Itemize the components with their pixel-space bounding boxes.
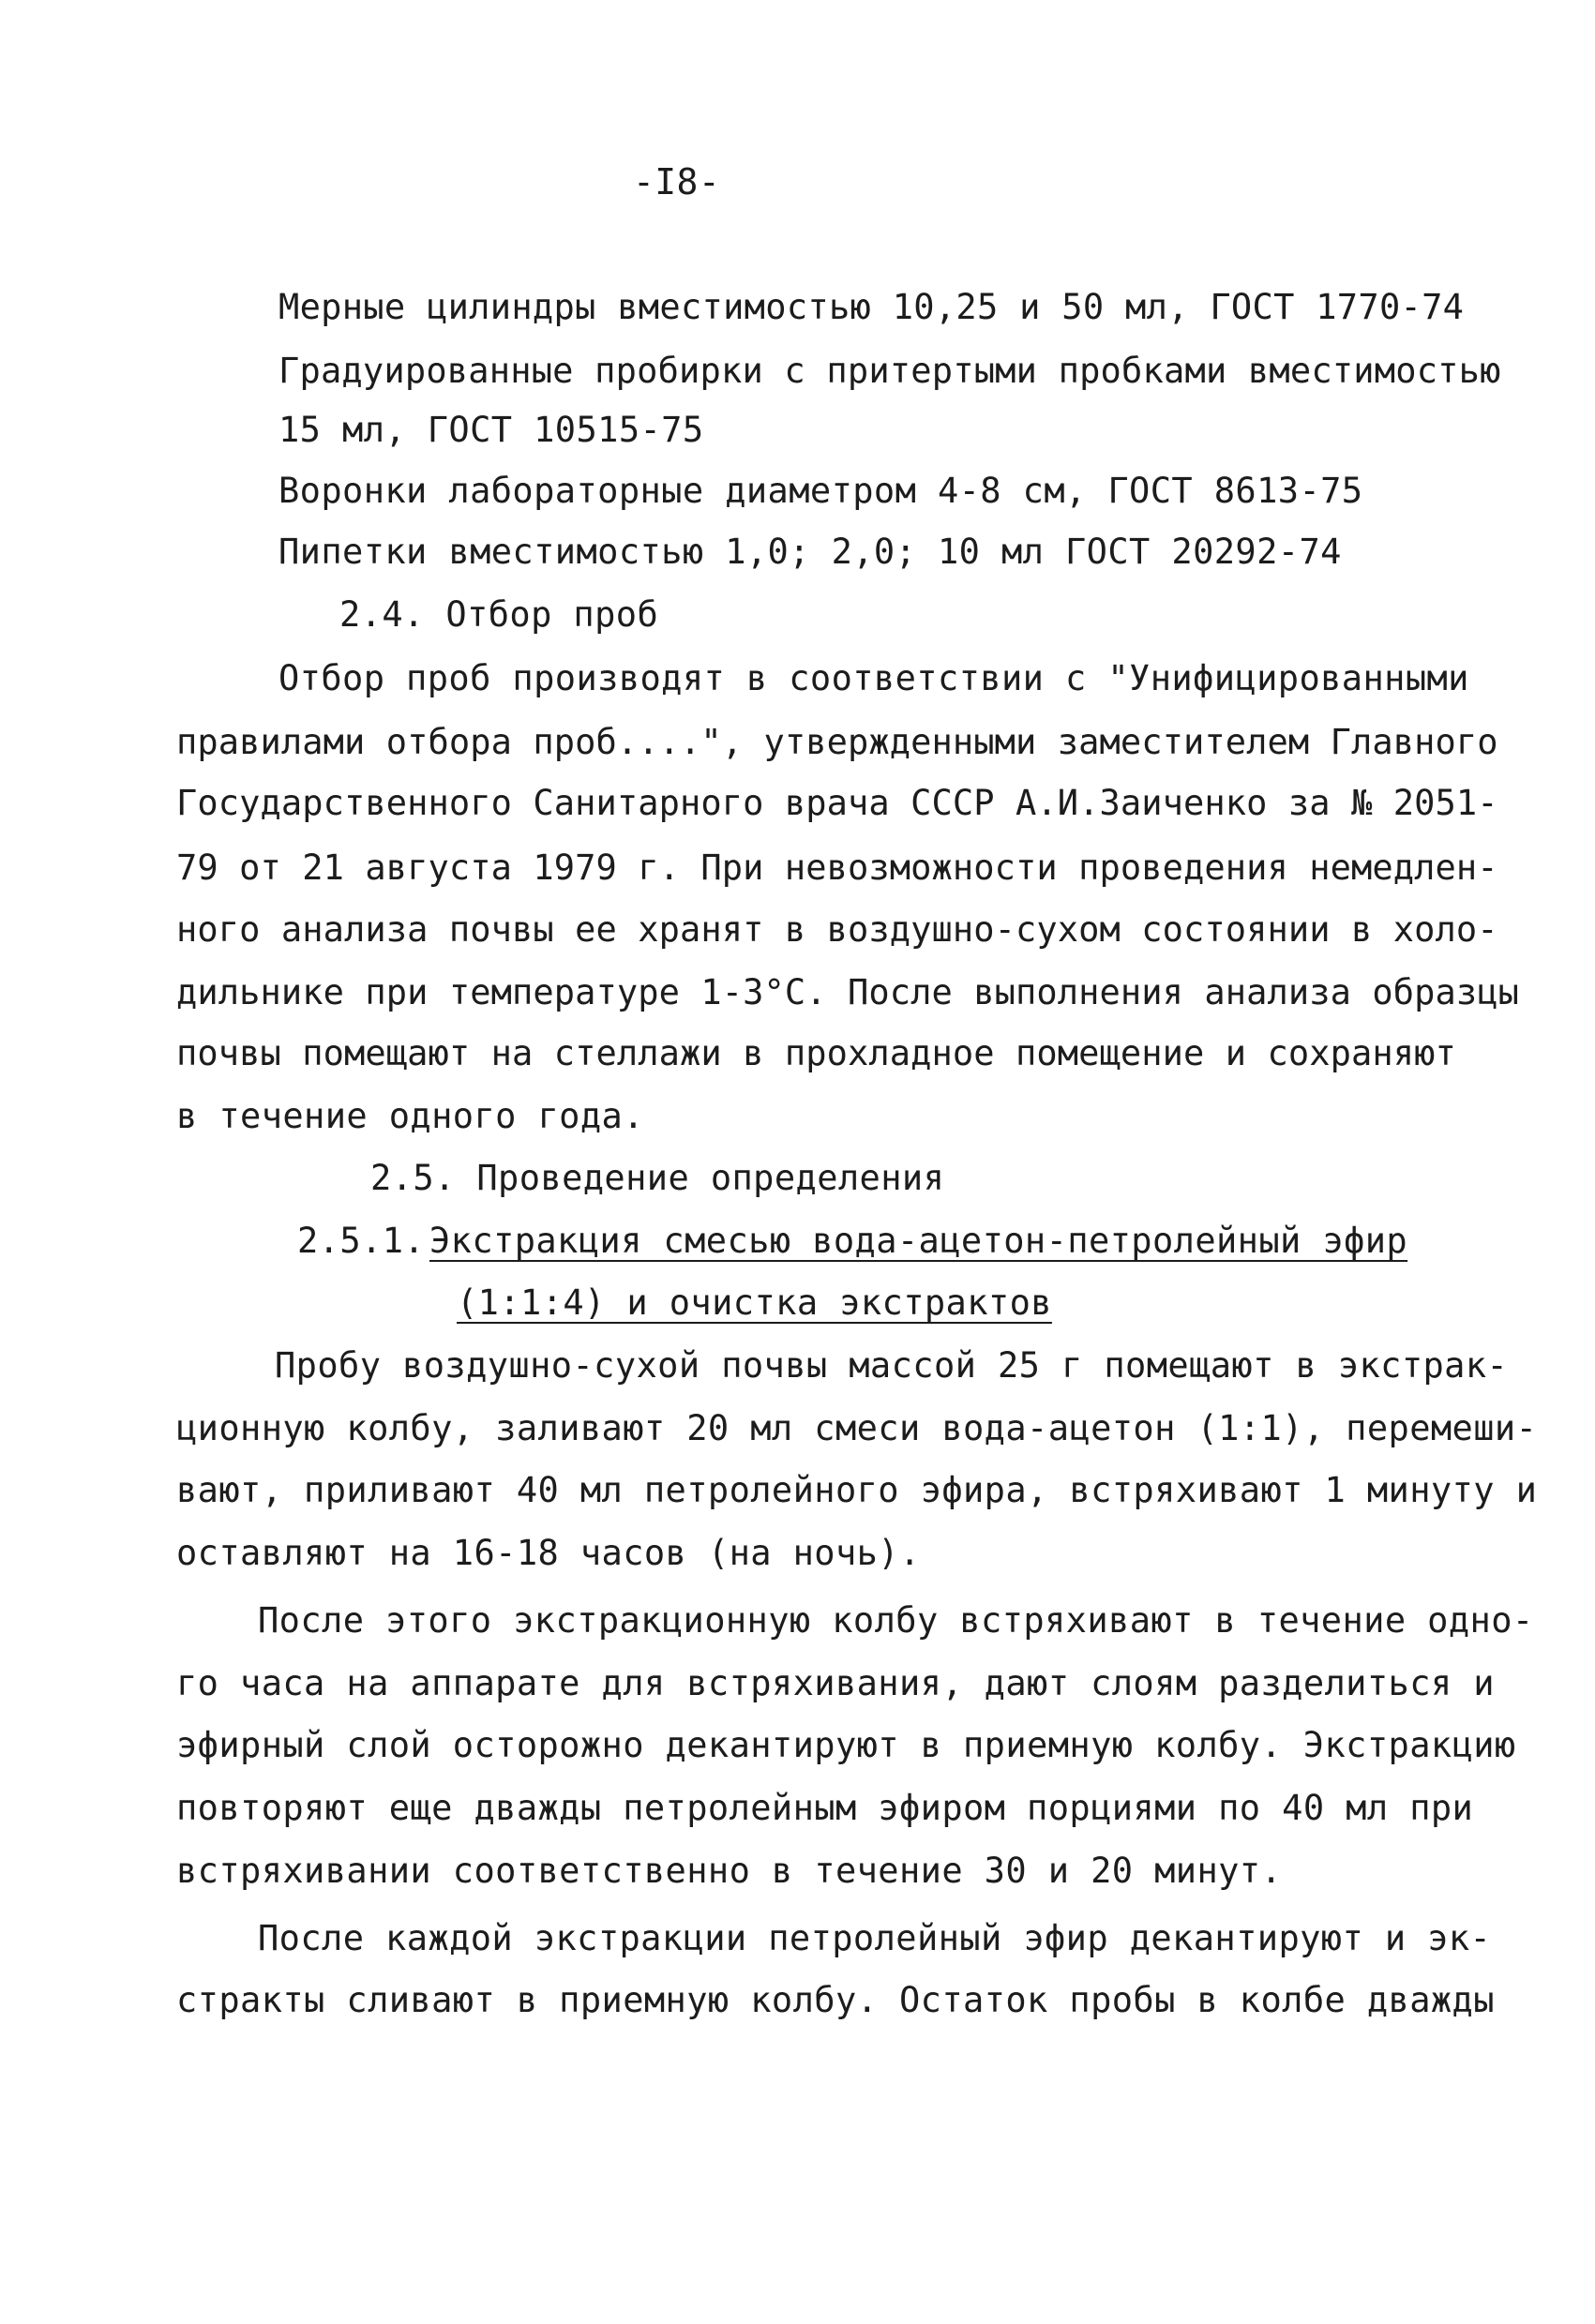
equipment-line: Градуированные пробирки с притертыми пробками вместимостью [278, 351, 1501, 391]
section-heading-2-5: 2.5. Проведение определения [370, 1158, 945, 1198]
text-line: дильнике при температуре 1-3°С. После выполнения анализа образцы [176, 972, 1520, 1012]
text-line: Государственного Санитарного врача СССР А.И.Заиченко за № 2051- [176, 783, 1498, 823]
text-line: Отбор проб производят в соответствии с "Унифицированными [278, 658, 1469, 698]
text-line: встряхивании соответственно в течение 30 и 20 минут. [176, 1851, 1283, 1891]
equipment-line: Пипетки вместимостью 1,0; 2,0; 10 мл ГОСТ 20292-74 [278, 532, 1342, 572]
text-line: Пробу воздушно-сухой почвы массой 25 г помещают в экстрак- [275, 1345, 1509, 1386]
subsection-number: 2.5.1. [297, 1221, 426, 1261]
equipment-line: Воронки лабораторные диаметром 4-8 см, ГОСТ 8613-75 [278, 471, 1363, 511]
page-number: -I8- [633, 161, 721, 202]
text-line: 79 от 21 августа 1979 г. При невозможности проведения немедлен- [176, 847, 1498, 888]
section-heading-2-4: 2.4. Отбор проб [339, 594, 659, 635]
text-line: стракты сливают в приемную колбу. Остаток пробы в колбе дважды [176, 1980, 1495, 2020]
text-line: оставляют на 16-18 часов (на ночь). [176, 1533, 921, 1573]
equipment-line: Мерные цилиндры вместимостью 10,25 и 50 мл, ГОСТ 1770-74 [278, 287, 1465, 327]
text-line: почвы помещают на стеллажи в прохладное помещение и сохраняют [176, 1033, 1456, 1073]
subsection-title: (1:1:4) и очистка экстрактов [457, 1282, 1052, 1323]
text-line: го часа на аппарате для встряхивания, дают слоям разделиться и [176, 1663, 1495, 1703]
equipment-line: 15 мл, ГОСТ 10515-75 [278, 410, 704, 450]
text-line: ционную колбу, заливают 20 мл смеси вода-ацетон (1:1), перемеши- [176, 1408, 1538, 1448]
text-line: После этого экстракционную колбу встряхивают в течение одно- [258, 1600, 1534, 1641]
text-line: в течение одного года. [176, 1096, 644, 1136]
text-line: правилами отбора проб....", утвержденными заместителем Главного [176, 722, 1498, 762]
text-line: ного анализа почвы ее хранят в воздушно-сухом состоянии в холо- [176, 909, 1498, 950]
text-line: После каждой экстракции петролейный эфир декантируют и эк- [258, 1918, 1492, 1958]
text-line: вают, приливают 40 мл петролейного эфира, встряхивают 1 минуту и [176, 1470, 1538, 1510]
subsection-title: Экстракция смесью вода-ацетон-петролейный эфир [429, 1221, 1408, 1261]
text-line: повторяют еще дважды петролейным эфиром порциями по 40 мл при [176, 1788, 1474, 1828]
text-line: эфирный слой осторожно декантируют в приемную колбу. Экстракцию [176, 1725, 1516, 1765]
